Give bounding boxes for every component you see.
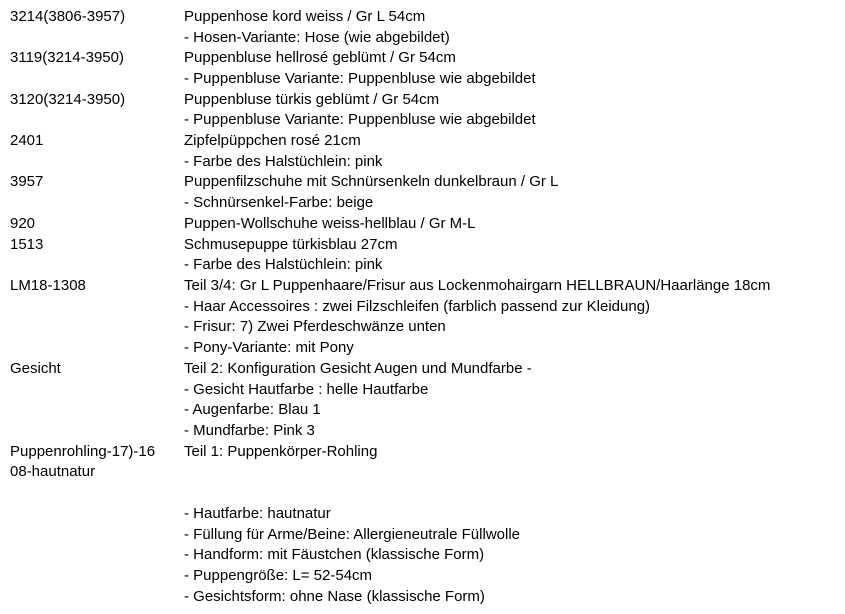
item-description: - Handform: mit Fäustchen (klassische Form): [184, 546, 485, 563]
order-line: [0, 28, 845, 48]
item-description: Zipfelpüppchen rosé 21cm: [184, 132, 361, 149]
order-line: [0, 462, 845, 482]
item-description: - Farbe des Halstüchlein: pink: [184, 256, 383, 273]
item-description: - Hosen-Variante: Hose (wie abgebildet): [184, 29, 450, 46]
item-description: Teil 2: Konfiguration Gesicht Augen und Mundfarbe -: [184, 360, 532, 377]
item-code: 2401: [10, 132, 44, 149]
order-line: [0, 69, 845, 89]
item-code: 920: [10, 215, 36, 232]
item-description: Puppenbluse hellrosé geblümt / Gr 54cm: [184, 49, 456, 66]
item-code: Puppenrohling-17)-16: [10, 443, 156, 460]
item-description: Teil 3/4: Gr L Puppenhaare/Frisur aus Lockenmohairgarn HELLBRAUN/Haarlänge 18cm: [184, 277, 771, 294]
order-line: [0, 297, 845, 317]
item-code: 3120(3214-3950): [10, 91, 126, 108]
item-description: Teil 1: Puppenkörper-Rohling: [184, 443, 378, 460]
item-description: Puppenhose kord weiss / Gr L 54cm: [184, 8, 426, 25]
item-description: - Gesicht Hautfarbe : helle Hautfarbe: [184, 381, 429, 398]
order-line: [0, 566, 845, 586]
item-code: LM18-1308: [10, 277, 86, 294]
order-line: [0, 193, 845, 213]
item-description: Puppenbluse türkis geblümt / Gr 54cm: [184, 91, 440, 108]
item-description: Puppenfilzschuhe mit Schnürsenkeln dunkelbraun / Gr L: [184, 173, 559, 190]
item-description: Schmusepuppe türkisblau 27cm: [184, 236, 398, 253]
order-line: [0, 483, 845, 503]
order-line: [0, 525, 845, 545]
item-description: - Farbe des Halstüchlein: pink: [184, 153, 383, 170]
order-line: [0, 545, 845, 565]
item-code: 1513: [10, 236, 44, 253]
order-line: [0, 400, 845, 420]
item-description: - Frisur: 7) Zwei Pferdeschwänze unten: [184, 318, 446, 335]
order-line: [0, 317, 845, 337]
item-description: - Mundfarbe: Pink 3: [184, 422, 315, 439]
order-line: [0, 110, 845, 130]
item-description: - Puppengröße: L= 52-54cm: [184, 567, 373, 584]
order-line: [0, 359, 845, 379]
order-line: [0, 504, 845, 524]
item-code: 3119(3214-3950): [10, 49, 124, 66]
order-line: [0, 152, 845, 172]
item-code: 3957: [10, 173, 44, 190]
item-description: - Füllung für Arme/Beine: Allergieneutrale Füllwolle: [184, 526, 520, 543]
item-code: 3214(3806-3957): [10, 8, 126, 25]
item-description: - Haar Accessoires : zwei Filzschleifen (farblich passend zur Kleidung): [184, 298, 651, 315]
order-line: [0, 587, 845, 607]
item-description: Puppen-Wollschuhe weiss-hellblau / Gr M-L: [184, 215, 476, 232]
order-line: [0, 7, 845, 27]
item-description: - Hautfarbe: hautnatur: [184, 505, 331, 522]
order-line: [0, 338, 845, 358]
order-line: [0, 90, 845, 110]
order-line: [0, 214, 845, 234]
item-description: - Puppenbluse Variante: Puppenbluse wie abgebildet: [184, 70, 536, 87]
order-line: [0, 235, 845, 255]
order-line: [0, 131, 845, 151]
item-description: - Schnürsenkel-Farbe: beige: [184, 194, 374, 211]
item-description: - Puppenbluse Variante: Puppenbluse wie abgebildet: [184, 111, 536, 128]
order-line: [0, 380, 845, 400]
item-code: Gesicht: [10, 360, 61, 377]
order-line: [0, 255, 845, 275]
item-description: - Gesichtsform: ohne Nase (klassische Form): [184, 588, 485, 605]
item-description: - Pony-Variante: mit Pony: [184, 339, 354, 356]
order-line: [0, 48, 845, 68]
order-line: [0, 442, 845, 462]
order-line: [0, 172, 845, 192]
item-code: 08-hautnatur: [10, 463, 96, 480]
order-line: [0, 276, 845, 296]
item-description: - Augenfarbe: Blau 1: [184, 401, 321, 418]
order-line: [0, 421, 845, 441]
